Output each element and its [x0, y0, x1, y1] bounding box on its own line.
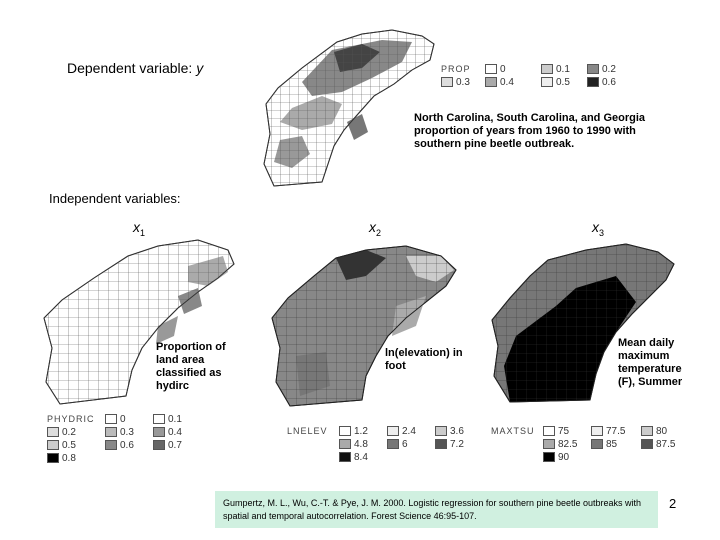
legend-item: 8.4	[339, 452, 381, 463]
legend-swatch	[541, 64, 553, 74]
var-label-x2: $x_2$	[369, 219, 382, 238]
legend-item: 80	[641, 426, 681, 437]
legend-swatch	[485, 64, 497, 74]
legend-item: 2.4	[387, 426, 429, 437]
legend-swatch	[153, 427, 165, 437]
legend-swatch	[153, 440, 165, 450]
legend-item: 82.5	[543, 439, 585, 450]
legend-item: 0	[105, 414, 147, 425]
legend-swatch	[387, 426, 399, 436]
legend-item: 3.6	[435, 426, 475, 437]
legend-swatch	[591, 426, 603, 436]
legend-lnelev-title: LNELEV	[287, 426, 328, 436]
dependent-label: Dependent variable:	[67, 60, 197, 76]
legend-item: 0.3	[105, 427, 147, 438]
legend-swatch	[541, 77, 553, 87]
legend-item: 4.8	[339, 439, 381, 450]
legend-item: 75	[543, 426, 585, 437]
legend-swatch	[543, 426, 555, 436]
dependent-var-symbol: y	[196, 60, 204, 76]
dependent-variable-title	[67, 60, 203, 76]
legend-swatch	[47, 453, 59, 463]
legend-swatch	[543, 439, 555, 449]
legend-item: 0.6	[587, 77, 627, 88]
dependent-description: North Carolina, South Carolina, and Georgia proportion of years from 1960 to 1990 with southern pine beetle outbreak.	[414, 112, 646, 150]
legend-item: 1.2	[339, 426, 381, 437]
citation-box: Gumpertz, M. L., Wu, C.-T. & Pye, J. M. 2000. Logistic regression for southern pine beetle outbreaks with spatial and temporal autocorrelation. Forest Science 46:95-107.	[215, 491, 658, 528]
legend-phydric	[47, 414, 243, 464]
legend-item: 0.8	[47, 453, 99, 464]
legend-prop-title: PROP	[441, 64, 471, 74]
legend-item: 0.1	[541, 64, 581, 75]
legend-swatch	[587, 64, 599, 74]
legend-swatch	[339, 439, 351, 449]
legend-swatch	[387, 439, 399, 449]
legend-item: 0.4	[153, 427, 195, 438]
legend-lnelev	[287, 426, 475, 463]
legend-swatch	[105, 427, 117, 437]
legend-swatch	[153, 414, 165, 424]
legend-swatch	[543, 452, 555, 462]
legend-item: 0.4	[485, 77, 535, 88]
legend-item: 0.6	[105, 440, 147, 451]
legend-item: 0.7	[153, 440, 195, 451]
legend-item: 0.1	[153, 414, 195, 425]
legend-item: 0.5	[541, 77, 581, 88]
legend-item: 0	[485, 64, 535, 75]
legend-item: 0.2	[47, 427, 99, 438]
legend-swatch	[435, 426, 447, 436]
legend-item: 77.5	[591, 426, 635, 437]
legend-swatch	[339, 452, 351, 462]
legend-item: 0.2	[587, 64, 627, 75]
legend-prop	[441, 64, 627, 88]
map-x1-description: Proportion of land area classified as hydirc	[156, 341, 226, 392]
independent-variables-title: Independent variables:	[49, 191, 181, 206]
map-x3-description: Mean daily maximum temperature (F), Summer	[618, 337, 683, 388]
legend-swatch	[105, 440, 117, 450]
legend-swatch	[47, 427, 59, 437]
legend-swatch	[47, 440, 59, 450]
var-label-x1: $x_1$	[133, 219, 146, 238]
legend-maxtsu-title: MAXTSU	[491, 426, 535, 436]
legend-swatch	[587, 77, 599, 87]
legend-item: 7.2	[435, 439, 475, 450]
legend-swatch	[435, 439, 447, 449]
legend-item: 0.5	[47, 440, 99, 451]
legend-item: 87.5	[641, 439, 681, 450]
legend-swatch	[485, 77, 497, 87]
legend-swatch	[641, 439, 653, 449]
legend-swatch	[641, 426, 653, 436]
legend-swatch	[105, 414, 117, 424]
legend-phydric-title: PHYDRIC	[47, 414, 95, 424]
map-x2-lnelev	[266, 236, 466, 410]
legend-item: 0.3	[441, 77, 479, 88]
legend-swatch	[441, 77, 453, 87]
legend-swatch	[339, 426, 351, 436]
map-x2-description: ln(elevation) in foot	[385, 347, 463, 372]
legend-swatch	[591, 439, 603, 449]
legend-item: 90	[543, 452, 585, 463]
var-label-x3: $x_3$	[592, 219, 605, 238]
legend-maxtsu	[491, 426, 681, 463]
legend-item: 6	[387, 439, 429, 450]
page-number: 2	[669, 496, 677, 511]
map-dependent-prop	[262, 22, 440, 190]
legend-item: 85	[591, 439, 635, 450]
